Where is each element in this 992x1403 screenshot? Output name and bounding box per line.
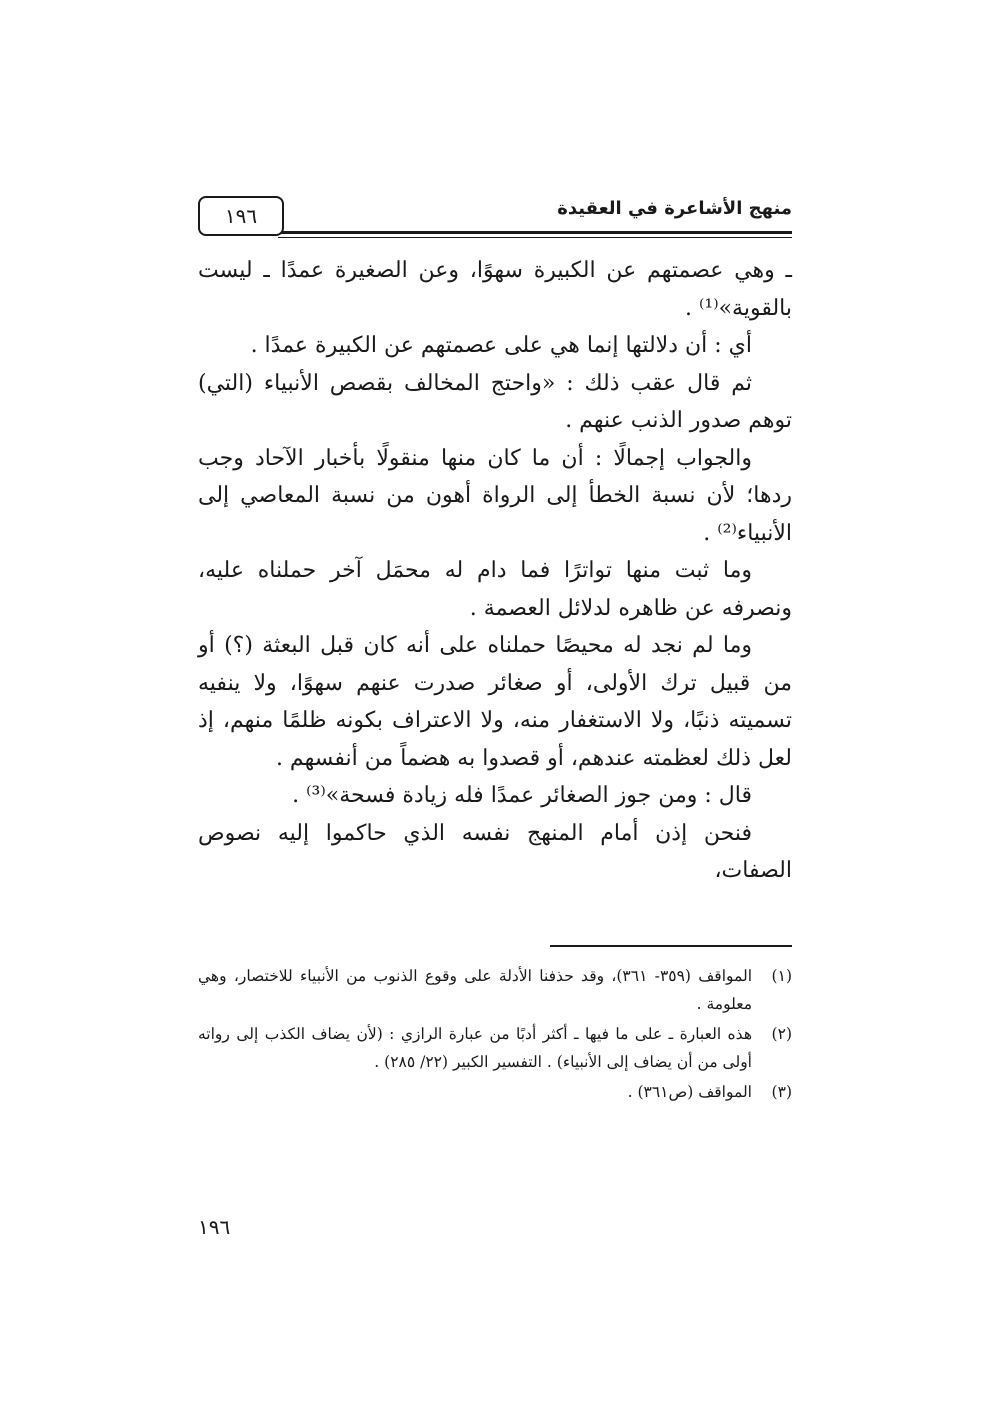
footnote-text: المواقف (٣٥٩- ٣٦١)، وقد حذفنا الأدلة على وقوع الذنوب من الأنبياء للاختصار، وهي معلومة . [198,967,753,1013]
header-rule-thin [278,237,792,238]
footnote-text: المواقف (ص٣٦١) . [627,1083,752,1101]
paragraph: أي : أن دلالتها إنما هي على عصمتهم عن الكبيرة عمدًا . [250,333,752,358]
footnote [198,1078,792,1106]
footnote-number: (١) [771,967,792,985]
paragraph: ـ وهي عصمتهم عن الكبيرة سهوًا، وعن الصغيرة عمدًا ـ ليست بالقوية»⁽¹⁾ . [198,258,792,321]
paragraph: وما ثبت منها تواترًا فما دام له محمَل آخر حملناه عليه، ونصرفه عن ظاهره لدلائل العصمة . [198,558,792,621]
header-rule-thick [278,231,792,234]
header-page-number: ١٩٦ [198,196,284,236]
footnote-text: هذه العبارة ـ على ما فيها ـ أكثر أدبًا من عبارة الرازي : (لأن يضاف الكذب إلى رواته أولى من أن يضاف إلى الأنبياء) . التفسير الكبير (٢٢/ ٢٨٥) . [198,1025,752,1071]
footnote [198,962,792,1018]
paragraph: والجواب إجمالًا : أن ما كان منها منقولًا بأخبار الآحاد وجب ردها؛ لأن نسبة الخطأ إلى الرواة أهون من نسبة المعاصي إلى الأنبياء⁽²⁾ . [198,445,792,546]
footer-page-number: ١٩٦ [198,1215,231,1239]
footnote-number: (٢) [771,1025,792,1043]
paragraph: وما لم نجد له محيصًا حملناه على أنه كان قبل البعثة (؟) أو من قبيل ترك الأولى، أو صغائر صدرت عنهم سهوًا، ولا ينفيه تسميته ذنبًا، ولا الاستغفار منه، ولا الاعتراف بكونه ظلمًا منهم، إذ لعل ذلك لعظمته عندهم، أو قصدوا به هضماً من أنفسهم . [198,633,792,771]
footnote-separator [550,945,792,947]
paragraph: فنحن إذن أمام المنهج نفسه الذي حاكموا إليه نصوص الصفات، [198,820,792,883]
book-title: منهج الأشاعرة في العقيدة [557,198,792,219]
paragraph: قال : ومن جوز الصغائر عمدًا فله زيادة فسحة»⁽³⁾ . [292,783,752,808]
footnote-number: (٣) [771,1083,792,1101]
page-header [198,196,792,242]
paragraph: ثم قال عقب ذلك : «واحتج المخالف بقصص الأنبياء (التي) توهم صدور الذنب عنهم . [198,370,792,433]
footnote [198,1020,792,1076]
footnotes [198,962,792,1108]
main-text [198,252,792,890]
